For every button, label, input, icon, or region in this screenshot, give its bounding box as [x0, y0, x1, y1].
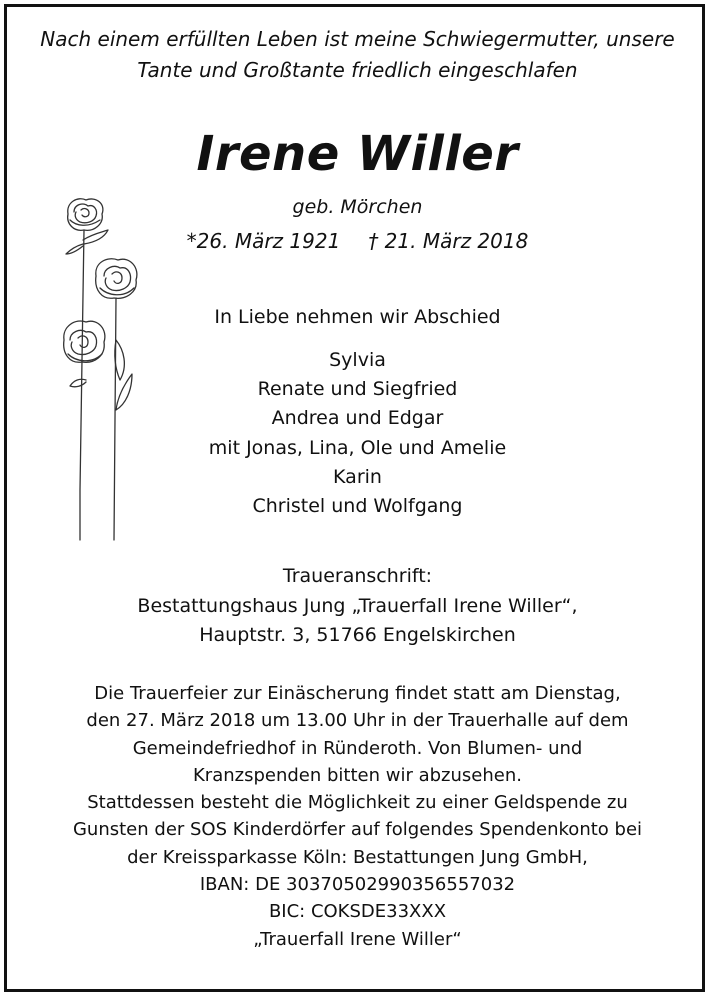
deceased-name: Irene Willer: [196, 126, 519, 182]
mourner-name: Andrea und Edgar: [271, 407, 444, 430]
farewell-text: In Liebe nehmen wir Abschied: [214, 306, 501, 328]
donation-reference: „Trauerfall Irene Willer“: [253, 928, 462, 950]
address-line: Bestattungshaus Jung „Trauerfall Irene Willer“,: [137, 594, 578, 617]
notice-line: der Kreissparkasse Köln: Bestattungen Jung GmbH,: [127, 846, 588, 868]
intro-line: Tante und Großtante friedlich eingeschlafen: [137, 58, 578, 82]
mourner-name: Karin: [333, 465, 382, 488]
notice-line: Die Trauerfeier zur Einäscherung findet statt am Dienstag,: [94, 683, 621, 704]
mourner-name: mit Jonas, Lina, Ole und Amelie: [208, 436, 507, 459]
notice-line: Gunsten der SOS Kinderdörfer auf folgendes Spendenkonto bei: [72, 819, 643, 841]
mourner-name: Christel und Wolfgang: [252, 495, 463, 518]
mourning-address: [0, 562, 715, 651]
mourners-list: [0, 346, 715, 521]
maiden-name: geb. Mörchen: [292, 196, 423, 218]
birth-date: *26. März 1921: [186, 229, 341, 253]
intro-line: Nach einem erfüllten Leben ist meine Schwiegermutter, unsere: [40, 27, 675, 51]
mourner-name: Sylvia: [329, 349, 386, 371]
rose-flower-icon: [68, 199, 103, 231]
funeral-notice: [0, 680, 715, 953]
mourner-name: Renate und Siegfried: [257, 378, 458, 401]
notice-line: Stattdessen besteht die Möglichkeit zu einer Geldspende zu: [87, 792, 628, 814]
death-date: † 21. März 2018: [368, 229, 529, 253]
address-line: Hauptstr. 3, 51766 Engelskirchen: [199, 624, 516, 646]
iban-line: IBAN: DE 30370502990356557032: [199, 874, 516, 896]
bic-line: BIC: COKSDE33XXX: [268, 901, 447, 923]
address-line: Traueranschrift:: [282, 565, 433, 587]
notice-line: Gemeindefriedhof in Ründeroth. Von Blumen- und: [132, 737, 583, 759]
intro-text: [0, 24, 715, 86]
rose-flower-icon: [96, 259, 137, 299]
notice-line: Kranzspenden bitten wir abzusehen.: [193, 764, 522, 786]
notice-line: den 27. März 2018 um 13.00 Uhr in der Trauerhalle auf dem: [86, 710, 629, 732]
